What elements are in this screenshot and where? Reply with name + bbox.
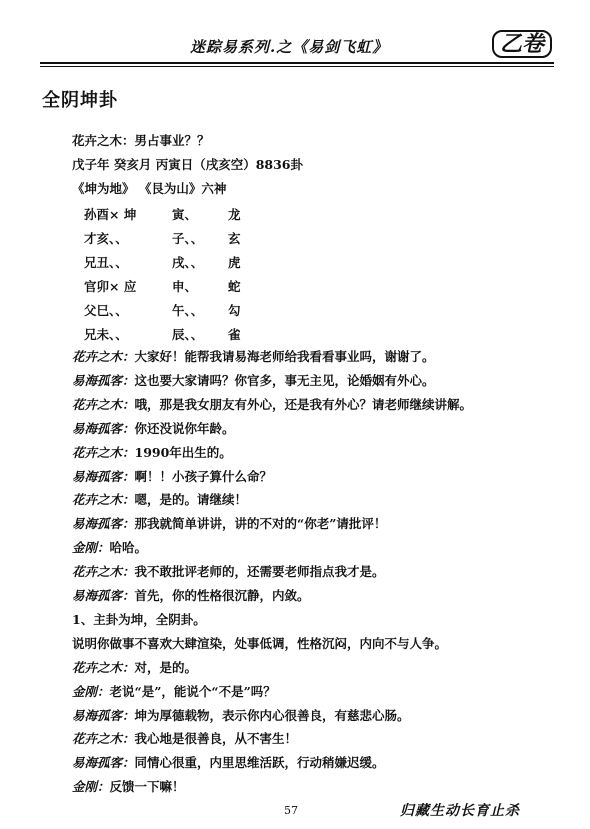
utterance-text: 大家好！能帮我请易海老师给我看看事业吗，谢谢了。 <box>134 349 435 364</box>
dialogue-line <box>72 708 410 724</box>
running-header <box>40 30 550 60</box>
speaker-name: 花卉之木： <box>72 492 135 508</box>
speaker-name: 金刚： <box>72 540 110 556</box>
speaker-name: 花卉之木： <box>72 396 135 412</box>
dialogue-line <box>72 564 385 580</box>
dialogue-line <box>72 445 232 461</box>
utterance-text: 我不敢批评老师的，还需要老师指点我才是。 <box>134 564 385 580</box>
dialogue-line <box>72 612 206 628</box>
speaker-name: 花卉之木： <box>72 444 135 460</box>
six-spirit: 虎 <box>228 255 241 270</box>
speaker-name: 易海孤客： <box>72 516 135 532</box>
speaker-name: 花卉之木： <box>72 731 135 747</box>
intro-line: 戊子年 癸亥月 丙寅日（戌亥空）8836卦 <box>72 157 303 172</box>
hexagram-line-left: 父巳、、 <box>84 303 128 318</box>
dialogue-line <box>72 731 297 747</box>
speaker-name: 花卉之木： <box>72 564 135 580</box>
utterance-text: 那我就简单讲讲，讲的不对的“你老”请批评！ <box>134 516 387 532</box>
utterance-text: 老说“是”，能说个“不是”吗？ <box>109 683 276 699</box>
speaker-name: 易海孤客： <box>72 707 135 723</box>
utterance-text: 首先，你的性格很沉静，内敛。 <box>134 588 310 603</box>
hexagram-line-left: 孙酉× 坤 <box>84 207 137 222</box>
header-rule <box>40 62 554 64</box>
speaker-name: 金刚： <box>72 779 110 795</box>
six-spirit: 蛇 <box>228 279 241 294</box>
utterance-text: 1990年出生的。 <box>134 444 232 460</box>
speaker-name: 易海孤客： <box>72 420 135 436</box>
dialogue-line <box>72 421 235 437</box>
utterance-text: 同情心很重，内里思维活跃，行动稍嫌迟缓。 <box>134 755 385 771</box>
hexagram-line-left: 官卯× 应 <box>84 279 137 294</box>
dialogue-line <box>72 684 276 700</box>
hexagram-line-right: 午、、 <box>172 303 204 318</box>
dialogue-line <box>72 779 185 795</box>
six-spirit: 玄 <box>228 231 241 246</box>
page-number: 57 <box>284 804 298 817</box>
six-spirit: 雀 <box>228 327 241 342</box>
series-logo: 乙卷 <box>492 30 552 58</box>
hexagram-line-right: 申、 <box>172 279 198 294</box>
six-spirit: 龙 <box>228 207 241 222</box>
dialogue-line <box>72 588 310 604</box>
dialogue-line <box>72 636 447 652</box>
speaker-name: 易海孤客： <box>72 468 135 484</box>
utterance-text: 嗯，是的。请继续！ <box>134 492 248 508</box>
dialogue-line <box>72 540 147 556</box>
dialogue-line <box>72 349 435 365</box>
speaker-name: 易海孤客： <box>72 588 135 603</box>
dialogue-line <box>72 469 272 485</box>
dialogue-line <box>72 516 386 532</box>
speaker-name: 花卉之木： <box>72 659 135 675</box>
utterance-text: 1、主卦为坤，全阴卦。 <box>72 611 206 627</box>
utterance-text: 哈哈。 <box>109 540 148 556</box>
utterance-text: 说明你做事不喜欢大肆渲染，处事低调，性格沉闷，内向不与人争。 <box>72 635 448 651</box>
utterance-text: 我心地是很善良，从不害生！ <box>134 731 298 747</box>
dialogue-line <box>72 660 197 676</box>
six-spirit: 勾 <box>228 303 241 318</box>
utterance-text: 这也要大家请吗？你官多，事无主见，论婚姻有外心。 <box>134 372 435 388</box>
dialogue-line <box>72 492 247 508</box>
hexagram-line-right: 戌、、 <box>172 255 204 270</box>
utterance-text: 坤为厚德载物，表示你内心很善良，有慈悲心肠。 <box>134 707 410 723</box>
footer-motto: 归藏生动长育止杀 <box>400 803 520 819</box>
utterance-text: 反馈一下嘛！ <box>109 779 185 795</box>
dialogue-line <box>72 373 435 389</box>
hexagram-line-right: 寅、 <box>172 207 198 222</box>
intro-line: 花卉之木：男占事业？？ <box>72 133 210 148</box>
hexagram-line-left: 兄丑、、 <box>84 255 128 270</box>
hexagram-line-right: 子、、 <box>172 231 204 246</box>
dialogue-line <box>72 755 385 771</box>
intro-line: 《坤为地》 《艮为山》六神 <box>72 181 227 196</box>
utterance-text: 啊！！小孩子算什么命？ <box>134 468 273 484</box>
speaker-name: 花卉之木： <box>72 349 135 364</box>
utterance-text: 你还没说你年龄。 <box>134 420 235 436</box>
dialogue-line <box>72 397 472 413</box>
utterance-text: 哦，那是我女朋友有外心，还是我有外心？请老师继续讲解。 <box>134 396 473 412</box>
utterance-text: 对，是的。 <box>134 659 198 675</box>
header-rule-thin <box>40 66 554 67</box>
hexagram-line-left: 兄未、、 <box>84 327 128 342</box>
speaker-name: 金刚： <box>72 683 110 699</box>
hexagram-line-right: 辰、、 <box>172 327 204 342</box>
speaker-name: 易海孤客： <box>72 755 135 771</box>
speaker-name: 易海孤客： <box>72 372 135 388</box>
header-title: 迷踪易系列.之《易剑飞虹》 <box>190 38 389 56</box>
section-title: 全阴坤卦 <box>42 90 118 111</box>
hexagram-line-left: 才亥、、 <box>84 231 128 246</box>
